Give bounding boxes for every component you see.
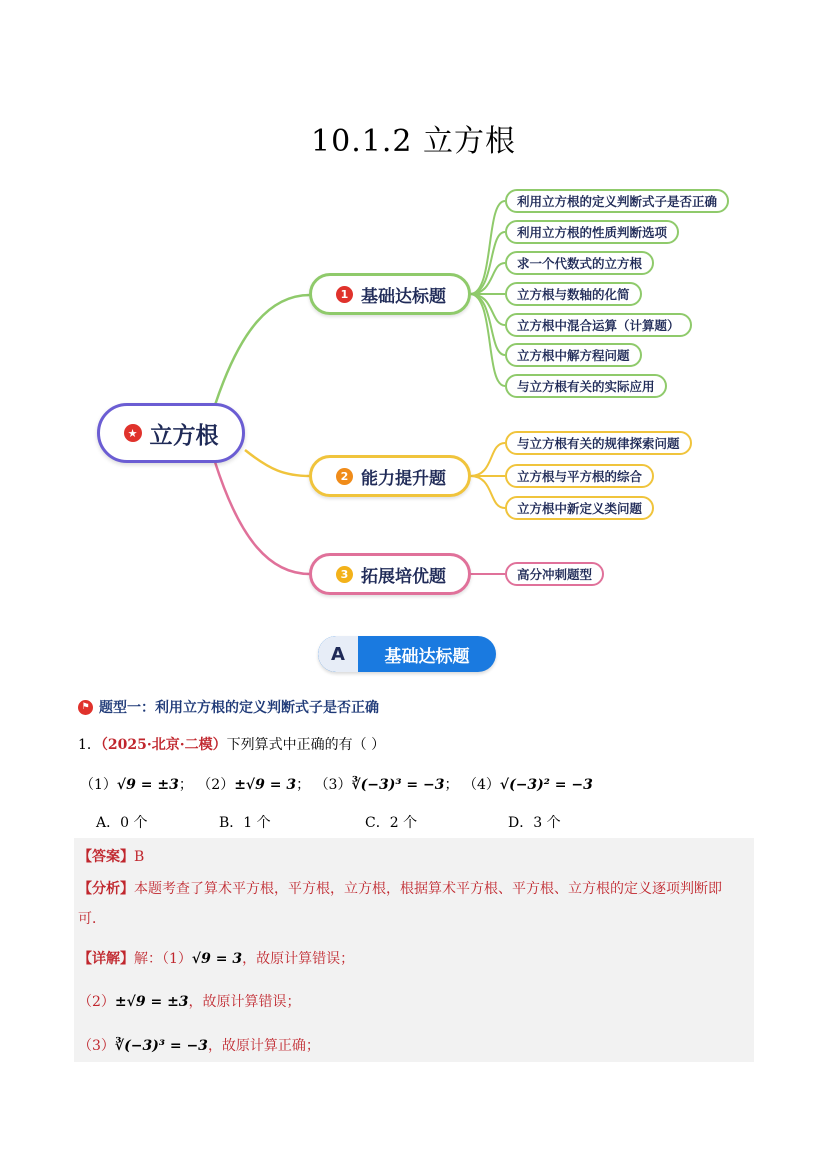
expr-sep: ； xyxy=(444,777,459,793)
banner-label: 基础达标题 xyxy=(384,646,470,667)
mindmap-leaf: 与立方根有关的实际应用 xyxy=(505,374,667,398)
detail-math: ±√9 = ±3 xyxy=(114,994,189,1010)
mindmap-leaf: 求一个代数式的立方根 xyxy=(505,251,654,275)
expr-index: （3） xyxy=(314,777,352,793)
detail-text: ，故原计算错误； xyxy=(242,951,355,967)
option-d: D．3 个 xyxy=(508,815,561,831)
question-expressions xyxy=(80,774,593,794)
branch-number-badge: 1 xyxy=(336,286,353,303)
mindmap-leaf: 立方根中混合运算（计算题） xyxy=(505,313,692,337)
detail-math: ∛(−3)³ = −3 xyxy=(114,1038,208,1054)
option-c: C．2 个 xyxy=(365,815,418,831)
option-b: B．1 个 xyxy=(219,815,271,831)
question-source: （2025·北京·二模） xyxy=(100,737,227,753)
detail-line-3 xyxy=(78,1035,320,1055)
expr-math: √9 = ±3 xyxy=(116,777,179,793)
branch-number-badge: 3 xyxy=(336,566,353,583)
branch-number-badge: 2 xyxy=(336,468,353,485)
expr-math: √(−3)² = −3 xyxy=(499,777,593,793)
mindmap-root-label: 立方根 xyxy=(149,422,219,449)
mindmap-leaf: 高分冲刺题型 xyxy=(505,562,604,586)
expr-sep: ； xyxy=(178,777,193,793)
branch-label: 基础达标题 xyxy=(361,286,446,307)
page-title: 10.1.2 立方根 xyxy=(311,124,516,159)
connectors-branch-2 xyxy=(470,443,505,508)
question-number: 1． xyxy=(78,737,101,753)
detail-line-2 xyxy=(78,991,301,1011)
detail-text: ，故原计算正确； xyxy=(207,1038,320,1054)
expr-index: （2） xyxy=(197,777,235,793)
detail-text: ，故原计算错误； xyxy=(188,994,301,1010)
section-banner xyxy=(318,636,496,672)
star-icon: ★ xyxy=(124,424,142,442)
answer-line xyxy=(78,846,144,866)
mindmap-root xyxy=(97,403,245,463)
question-text: 下列算式中正确的有（ ） xyxy=(226,737,386,753)
banner-badge: A xyxy=(318,636,358,672)
expr-index: （4） xyxy=(462,777,500,793)
question-type-heading xyxy=(78,697,379,717)
connector-root-branch-2 xyxy=(245,450,310,476)
detail-line-1 xyxy=(78,948,354,968)
mindmap-leaf: 立方根中解方程问题 xyxy=(505,343,642,367)
mindmap-leaf: 立方根与平方根的综合 xyxy=(505,464,654,488)
detail-index: （3） xyxy=(78,1038,115,1054)
answer-value: B xyxy=(134,849,145,865)
analysis-text-cont: 可． xyxy=(78,911,106,927)
option-a: A．0 个 xyxy=(96,815,148,831)
detail-prefix: 解：（1） xyxy=(134,951,192,967)
detail-label: 【详解】 xyxy=(78,951,134,967)
analysis-label: 【分析】 xyxy=(78,881,134,897)
detail-index: （2） xyxy=(78,994,115,1010)
connectors-branch-1 xyxy=(470,201,505,386)
question-stem xyxy=(78,734,385,754)
expr-sep: ； xyxy=(296,777,311,793)
expr-math: ±√9 = 3 xyxy=(234,777,297,793)
mindmap-branch-3 xyxy=(309,553,471,595)
flag-icon: ⚑ xyxy=(78,700,93,715)
analysis-text: 本题考查了算术平方根，平方根，立方根，根据算术平方根、平方根、立方根的定义逐项判断即 xyxy=(134,881,722,897)
analysis-line xyxy=(78,878,722,898)
mindmap-leaf: 与立方根有关的规律探索问题 xyxy=(505,431,692,455)
mindmap-branch-1 xyxy=(309,273,471,315)
branch-label: 能力提升题 xyxy=(361,468,446,489)
mindmap-leaf: 利用立方根的定义判断式子是否正确 xyxy=(505,189,729,213)
expr-index: （1） xyxy=(80,777,117,793)
mindmap-branch-2 xyxy=(309,455,471,497)
connector-root-branch-3 xyxy=(215,462,310,574)
answer-label: 【答案】 xyxy=(78,849,134,865)
mindmap-leaf: 立方根中新定义类问题 xyxy=(505,496,654,520)
detail-math: √9 = 3 xyxy=(191,951,243,967)
mindmap-leaf: 利用立方根的性质判断选项 xyxy=(505,220,679,244)
mindmap-leaf: 立方根与数轴的化简 xyxy=(505,282,642,306)
question-type-label: 题型一：利用立方根的定义判断式子是否正确 xyxy=(99,700,379,716)
branch-label: 拓展培优题 xyxy=(361,566,446,587)
expr-math: ∛(−3)³ = −3 xyxy=(351,777,445,793)
connector-root-branch-1 xyxy=(215,295,310,405)
